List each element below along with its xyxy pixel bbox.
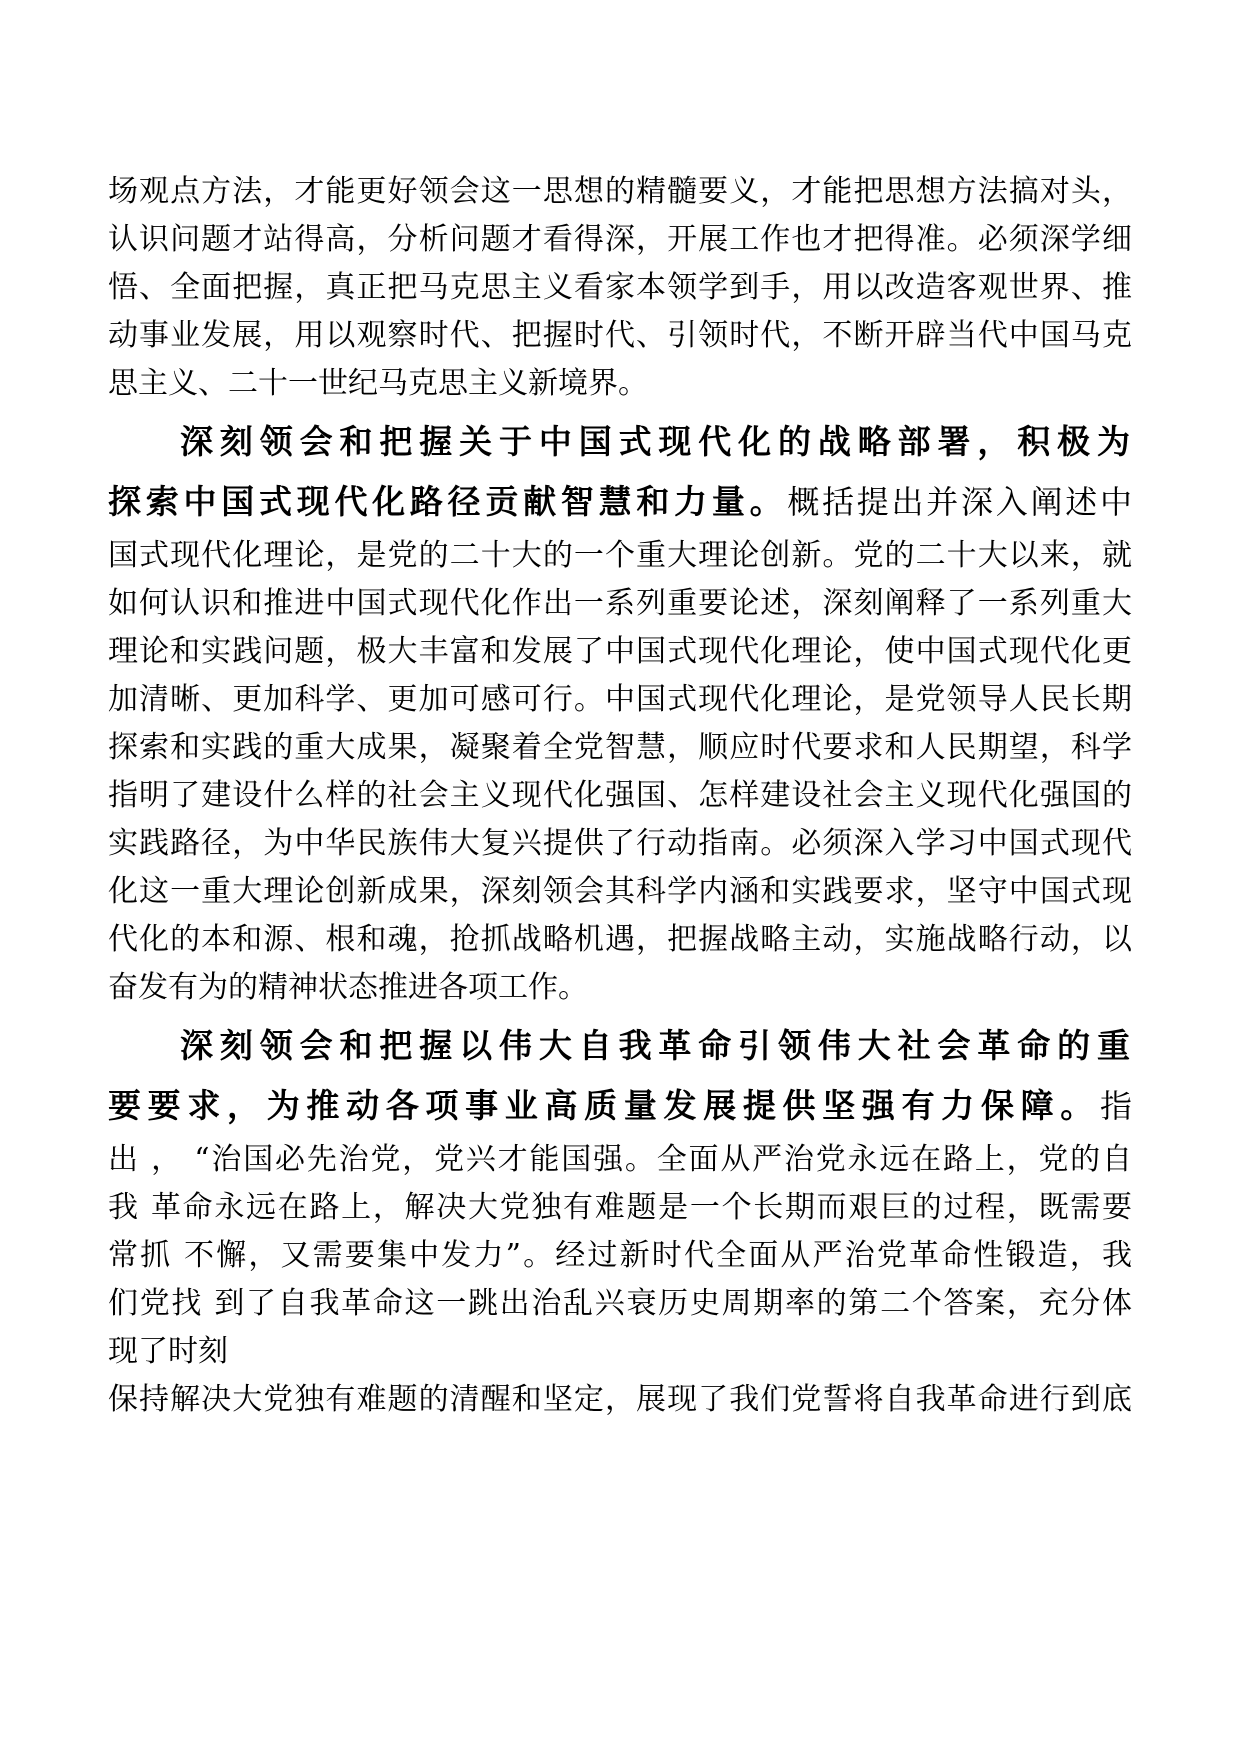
text-line: 指明了建设什么样的社会主义现代化强国、怎样建设社会主义现代化强国的 — [108, 778, 1132, 813]
text-line: 国式现代化理论，是党的二十大的一个重大理论创新。党的二十大以来，就 — [108, 538, 1132, 573]
section-heading-continued — [108, 472, 1132, 532]
section-heading: 深刻领会和把握关于中国式现代化的战略部署，积极为 — [180, 422, 1132, 461]
text-line: 加清晰、更加科学、更加可感可行。中国式现代化理论，是党领导人民长期 — [108, 682, 1132, 717]
text-line: 实践路径，为中华民族伟大复兴提供了行动指南。必须深入学习中国式现代 — [108, 826, 1132, 861]
text-line: 认识问题才站得高，分析问题才看得深，开展工作也才把得准。必须深学细 — [108, 222, 1132, 257]
document-page — [108, 168, 1132, 1424]
text-line: 悟、全面把握，真正把马克思主义看家本领学到手，用以改造客观世界、推 — [108, 270, 1132, 305]
section-heading-continued — [108, 1076, 1132, 1136]
text-line: 动事业发展，用以观察时代、把握时代、引领时代，不断开辟当代中国马克 — [108, 318, 1132, 353]
heading-text: 探索中国式现代化路径贡献智慧和力量。 — [108, 482, 788, 521]
text-line: 思主义、二十一世纪马克思主义新境界。 — [108, 366, 648, 401]
paragraph-2 — [108, 412, 1132, 1012]
paragraph-1 — [108, 168, 1132, 408]
body-text-start: 指 — [1099, 1087, 1132, 1125]
text-line: 奋发有为的精神状态推进各项工作。 — [108, 970, 588, 1005]
heading-text: 要要求，为推动各项事业高质量发展提供坚强有力保障。 — [108, 1086, 1100, 1125]
text-line: 常抓 不懈，又需要集中发力”。经过新时代全面从严治党革命性锻造，我 — [108, 1238, 1132, 1273]
text-line: 们党找 到了自我革命这一跳出治乱兴衰历史周期率的第二个答案，充分体 — [108, 1286, 1132, 1321]
text-line: 代化的本和源、根和魂，抢抓战略机遇，把握战略主动，实施战略行动，以 — [108, 922, 1132, 957]
text-line: 保持解决大党独有难题的清醒和坚定，展现了我们党誓将自我革命进行到底 — [108, 1382, 1132, 1417]
text-line: 探索和实践的重大成果，凝聚着全党智慧，顺应时代要求和人民期望，科学 — [108, 730, 1132, 765]
text-line: 化这一重大理论创新成果，深刻领会其科学内涵和实践要求，坚守中国式现 — [108, 874, 1132, 909]
text-line: 理论和实践问题，极大丰富和发展了中国式现代化理论，使中国式现代化更 — [108, 634, 1132, 669]
text-line: 如何认识和推进中国式现代化作出一系列重要论述，深刻阐释了一系列重大 — [108, 586, 1132, 621]
text-line: 出 ， “治国必先治党，党兴才能国强。全面从严治党永远在路上，党的自 — [108, 1142, 1132, 1177]
section-heading: 深刻领会和把握以伟大自我革命引领伟大社会革命的重 — [180, 1026, 1132, 1065]
paragraph-3 — [108, 1016, 1132, 1424]
text-line: 现了时刻 — [108, 1334, 228, 1369]
text-line: 我 革命永远在路上，解决大党独有难题是一个长期而艰巨的过程，既需要 — [108, 1190, 1132, 1225]
text-line: 场观点方法，才能更好领会这一思想的精髓要义，才能把思想方法搞对头， — [108, 174, 1132, 209]
body-text-start: 概括提出并深入阐述中 — [787, 483, 1132, 521]
